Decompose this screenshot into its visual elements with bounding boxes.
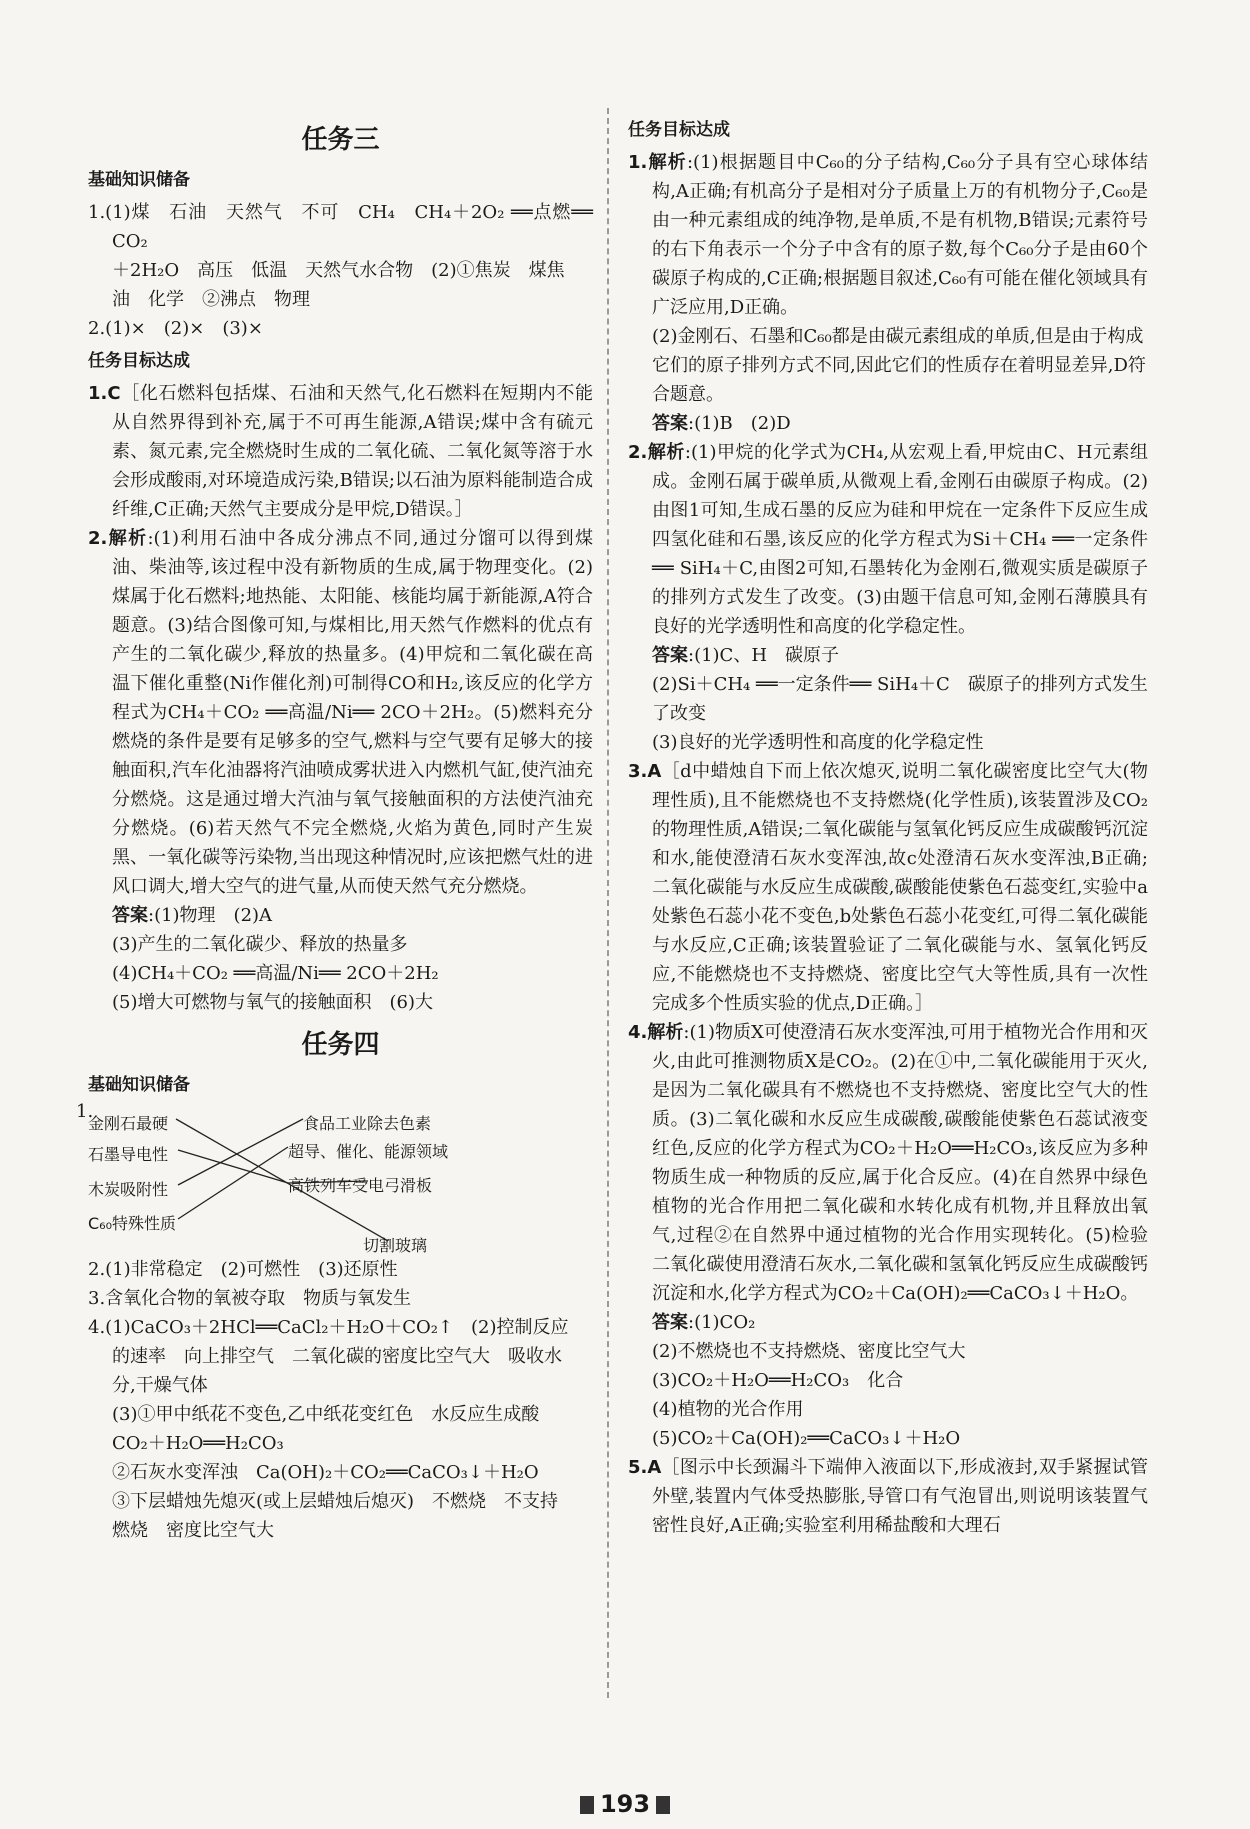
basic2-q4-line: ③下层蜡烛先熄灭(或上层蜡烛后熄灭) 不燃烧 不支持 <box>112 1491 559 1512</box>
q-text: ［图示中长颈漏斗下端伸入液面以下,形成液封,双手紧握试管外壁,装置内气体受热膨胀,导管口有气泡冒出,则说明该装置气密性良好,A正确;实验室利用稀盐酸和大理石 <box>652 1457 1148 1536</box>
answer-text: :(1)B (2)D <box>688 413 791 434</box>
target-q1 <box>88 379 593 524</box>
page-marker-left <box>580 1796 594 1814</box>
task4-title: 任务四 <box>301 1030 380 1060</box>
match-line <box>178 1147 288 1219</box>
match-left-item: 石墨导电性 <box>88 1145 169 1164</box>
basic-q1-line1: 1.(1)煤 石油 天然气 不可 CH₄ CH₄＋2O₂ ══点燃══ CO₂ <box>88 202 593 252</box>
basic2-q4-line1: 4.(1)CaCO₃＋2HCl══CaCl₂＋H₂O＋CO₂↑ (2)控制反应 <box>88 1317 569 1338</box>
match-line <box>178 1150 288 1183</box>
basic2-q4-line: CO₂＋H₂O══H₂CO₃ <box>112 1433 284 1454</box>
right-q1-part2: (2)金刚石、石墨和C₆₀都是由碳元素组成的单质,但是由于构成它们的原子排列方式不同,因此它们的性质存在着明显差异,D符合题意。 <box>652 326 1146 405</box>
matching-diagram <box>76 1101 593 1255</box>
match-right-item: 超导、催化、能源领域 <box>288 1142 449 1161</box>
match-right-item: 食品工业除去色素 <box>303 1114 432 1133</box>
left-column <box>76 112 593 1545</box>
answer-text: :(1)CO₂ <box>688 1312 756 1333</box>
answer-label: 答案 <box>652 645 688 666</box>
answer-label: 答案 <box>652 413 688 434</box>
basic2-q3: 3.含氧化合物的氧被夺取 物质与氧发生 <box>88 1288 412 1309</box>
basic2-q4-line: 分,干燥气体 <box>112 1375 208 1396</box>
q-text: :(1)物质X可使澄清石灰水变浑浊,可用于植物光合作用和灭火,由此可推测物质X是CO₂。(2)在①中,二氧化碳能用于灭火,是因为二氧化碳具有不燃烧也不支持燃烧、密度比空气大的性质。(3)二氧化碳和水反应生成碳酸,碳酸能使紫色石蕊试液变红色,反应的化学方程式为CO₂＋H₂O══H₂CO₃,该反应为多种物质生成一种物质的反应,属于化合反应。(4)在自然界中绿色植物的光合作用把二氧化碳和水转化成有机物,并且释放出氧气,过程②在自然界中通过植物的光合作用实现转化。(5)检验二氧化碳使用澄清石灰水,二氧化碳和氢氧化钙反应生成碳酸钙沉淀和水,化学方程式为CO₂＋Ca(OH)₂══CaCO₃↓＋H₂O。 <box>652 1022 1148 1304</box>
section-heading: 任务目标达成 <box>628 120 730 140</box>
basic2-q4-line: ②石灰水变浑浊 Ca(OH)₂＋CO₂══CaCO₃↓＋H₂O <box>112 1462 539 1483</box>
basic-q1-line2: ＋2H₂O 高压 低温 天然气水合物 (2)①焦炭 煤焦 <box>112 260 565 281</box>
answer-line <box>628 1308 1148 1337</box>
q-text: :(1)甲烷的化学式为CH₄,从宏观上看,甲烷由C、H元素组成。金刚石属于碳单质,从微观上看,金刚石由碳原子构成。(2)由图1可知,生成石墨的反应为硅和甲烷在一定条件下反应生成四氢化硅和石墨,该反应的化学方程式为Si＋CH₄ ══一定条件══ SiH₄＋C,由图2可知,石墨转化为金刚石,微观实质是碳原子的排列方式发生了改变。(3)由题干信息可知,金刚石薄膜具有良好的光学透明性和高度的化学稳定性。 <box>652 442 1148 637</box>
q-label: 3.A <box>628 761 662 782</box>
section-heading: 任务目标达成 <box>88 351 190 371</box>
match-line <box>178 1119 303 1185</box>
answer-label: 答案 <box>652 1312 688 1333</box>
task3-title: 任务三 <box>301 125 380 155</box>
answer-text: :(1)C、H 碳原子 <box>688 645 840 666</box>
q-text: ［化石燃料包括煤、石油和天然气,化石燃料在短期内不能从自然界得到补充,属于不可再生能源,A错误;煤中含有硫元素、氮元素,完全燃烧时生成的二氧化硫、二氧化氮等溶于水会形成酸雨,对环境造成污染,B错误;以石油为原料能制造合成纤维,C正确;天然气主要成分是甲烷,D错误。］ <box>112 383 593 520</box>
q-text: ［d中蜡烛自下而上依次熄灭,说明二氧化碳密度比空气大(物理性质),且不能燃烧也不支持燃烧(化学性质),该装置涉及CO₂的物理性质,A错误;二氧化碳能与氢氧化钙反应生成碳酸钙沉淀和水,能使澄清石灰水变浑浊,故c处澄清石灰水变浑浊,B正确;二氧化碳能与水反应生成碳酸,碳酸能使紫色石蕊变红,实验中a处紫色石蕊小花不变色,b处紫色石蕊小花变红,可得二氧化碳能与水反应,C正确;该装置验证了二氧化碳能与水、氢氧化钙反应,不能燃烧也不支持燃烧、密度比空气大等性质,具有一次性完成多个性质实验的优点,D正确。］ <box>652 761 1148 1014</box>
section-heading: 基础知识储备 <box>88 1075 190 1095</box>
q-label: 1.C <box>88 383 121 404</box>
column-divider <box>607 108 609 1698</box>
right-q5 <box>628 1453 1148 1540</box>
q-label: 5.A <box>628 1457 662 1478</box>
right-column <box>628 112 1148 1540</box>
q-label: 2.解析 <box>628 442 685 463</box>
match-right-item: 切割玻璃 <box>363 1236 428 1255</box>
answer-line: (3)CO₂＋H₂O══H₂CO₃ 化合 <box>652 1370 904 1391</box>
answer-text: :(1)物理 (2)A <box>148 905 273 926</box>
basic2-q4-line: (3)①甲中纸花不变色,乙中纸花变红色 水反应生成酸 <box>112 1404 540 1425</box>
right-q1 <box>628 148 1148 322</box>
q-label: 2.解析 <box>88 528 148 549</box>
answer-line <box>88 901 593 930</box>
answer-line: (4)植物的光合作用 <box>652 1399 804 1420</box>
right-q4 <box>628 1018 1148 1308</box>
page-number <box>0 1790 1250 1818</box>
q-label: 1.解析 <box>628 152 687 173</box>
match-left-item: 木炭吸附性 <box>88 1180 169 1199</box>
answer-line: (3)产生的二氧化碳少、释放的热量多 <box>112 934 408 955</box>
page-marker-right <box>656 1796 670 1814</box>
answer-line <box>628 409 1148 438</box>
match-left-item: 金刚石最硬 <box>88 1114 169 1133</box>
q-label: 4.解析 <box>628 1022 684 1043</box>
basic2-q2: 2.(1)非常稳定 (2)可燃性 (3)还原性 <box>88 1259 398 1280</box>
target-q2 <box>88 524 593 901</box>
answer-label: 答案 <box>112 905 148 926</box>
answer-line: (5)CO₂＋Ca(OH)₂══CaCO₃↓＋H₂O <box>652 1428 961 1449</box>
match-left-item: C₆₀特殊性质 <box>88 1214 177 1233</box>
answer-line: (4)CH₄＋CO₂ ══高温/Ni══ 2CO＋2H₂ <box>112 963 439 984</box>
basic2-q4-line: 燃烧 密度比空气大 <box>112 1520 274 1541</box>
basic2-q4-line: 的速率 向上排空气 二氧化碳的密度比空气大 吸收水 <box>112 1346 562 1367</box>
right-q3 <box>628 757 1148 1018</box>
answer-line: (2)Si＋CH₄ ══一定条件══ SiH₄＋C 碳原子的排列方式发生了改变 <box>652 674 1148 724</box>
right-q2 <box>628 438 1148 641</box>
answer-line: (5)增大可燃物与氧气的接触面积 (6)大 <box>112 992 433 1013</box>
q-text: :(1)根据题目中C₆₀的分子结构,C₆₀分子具有空心球体结构,A正确;有机高分子是相对分子质量上万的有机物分子,C₆₀是由一种元素组成的纯净物,是单质,不是有机物,B错误;元素符号的右下角表示一个分子中含有的原子数,每个C₆₀分子是由60个碳原子构成的,C正确;根据题目叙述,C₆₀有可能在催化领域具有广泛应用,D正确。 <box>652 152 1148 318</box>
page-number-text: 193 <box>599 1790 651 1818</box>
section-heading: 基础知识储备 <box>88 170 190 190</box>
answer-line: (2)不燃烧也不支持燃烧、密度比空气大 <box>652 1341 966 1362</box>
match-right-item: 高铁列车受电弓滑板 <box>288 1176 433 1195</box>
basic-q2: 2.(1)× (2)× (3)× <box>88 318 263 339</box>
answer-line <box>628 641 1148 670</box>
q-text: :(1)利用石油中各成分沸点不同,通过分馏可以得到煤油、柴油等,该过程中没有新物质的生成,属于物理变化。(2)煤属于化石燃料;地热能、太阳能、核能均属于新能源,A符合题意。(3)结合图像可知,与煤相比,用天然气作燃料的优点有产生的二氧化碳少,释放的热量多。(4)甲烷和二氧化碳在高温下催化重整(Ni作催化剂)可制得CO和H₂,该反应的化学方程式为CH₄＋CO₂ ══高温/Ni══ 2CO＋2H₂。(5)燃料充分燃烧的条件是要有足够多的空气,燃料与空气要有足够大的接触面积,汽车化油器将汽油喷成雾状进入内燃机气缸,使汽油充分燃烧。这是通过增大汽油与氧气接触面积的方法使汽油充分燃烧。(6)若天然气不完全燃烧,火焰为黄色,同时产生炭黑、一氧化碳等污染物,当出现这种情况时,应该把燃气灶的进风口调大,增大空气的进气量,从而使天然气充分燃烧。 <box>112 528 593 897</box>
match-number: 1. <box>76 1101 94 1122</box>
basic-q1-line3: 油 化学 ②沸点 物理 <box>112 289 310 310</box>
answer-line: (3)良好的光学透明性和高度的化学稳定性 <box>652 732 984 753</box>
